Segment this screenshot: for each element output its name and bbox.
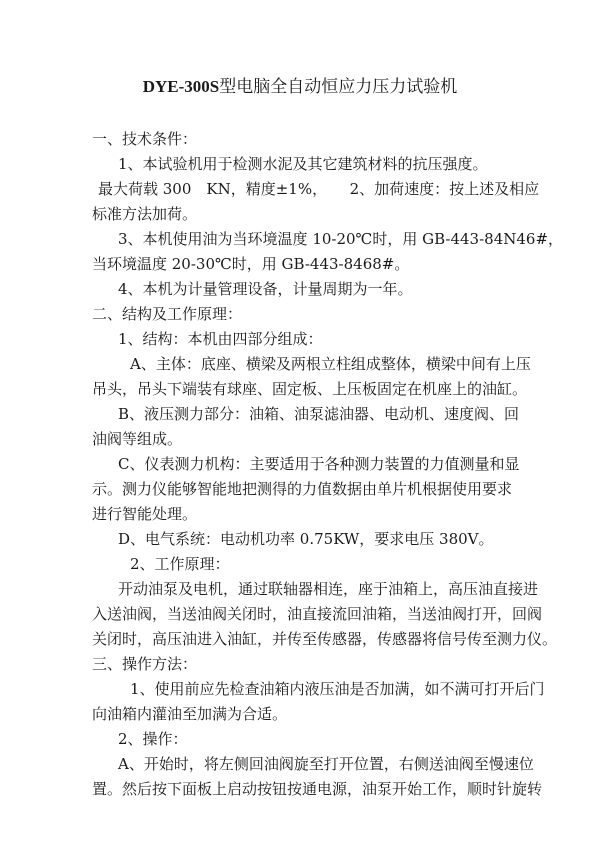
paragraph-line: 置。然后按下面板上启动按钮按通电源，油泵开始工作，顺时针旋转 [92, 780, 543, 798]
title-model: DYE-300S [142, 77, 220, 96]
section-heading-1: 一、技术条件： [92, 130, 198, 148]
paragraph-line: 开动油泵及电机，通过联轴器相连，座于油箱上，高压油直接进 [118, 580, 539, 598]
paragraph-line: 示。测力仪能够智能地把测得的力值数据由单片机根据使用要求 [92, 480, 513, 498]
paragraph-line: 向油箱内灌油至加满为合适。 [92, 705, 288, 723]
section-heading-3: 三、操作方法： [92, 655, 198, 673]
paragraph-line: 1、本试验机用于检测水泥及其它建筑材料的抗压强度。 [118, 155, 488, 173]
document-title [0, 76, 600, 98]
paragraph-line: 进行智能处理。 [92, 505, 198, 523]
paragraph-line: B、液压测力部分：油箱、油泵滤油器、电动机、速度阀、回 [118, 405, 520, 423]
paragraph-line: C、仪表测力机构：主要适用于各种测力装置的力值测量和显 [118, 455, 520, 473]
paragraph-line: D、电气系统：电动机功率 0.75KW，要求电压 380V。 [118, 530, 494, 548]
paragraph-line: A、主体：底座、横梁及两根立柱组成整体，横梁中间有上压 [130, 355, 531, 373]
paragraph-line: 关闭时，高压油进入油缸，并传至传感器，传感器将信号传至测力仪。 [92, 630, 558, 648]
paragraph-line: A、开始时，将左侧回油阀旋至打开位置，右侧送油阀至慢速位 [118, 755, 534, 773]
paragraph-line: 1、使用前应先检查油箱内液压油是否加满，如不满可打开后门 [130, 680, 545, 698]
paragraph-line: 最大荷载 300 KN，精度±1%， 2、加荷速度：按上述及相应 [98, 180, 540, 198]
paragraph-line: 4、本机为计量管理设备，计量周期为一年。 [118, 280, 413, 298]
paragraph-line: 3、本机使用油为当环境温度 10-20℃时，用 GB-443-84N46#， [118, 230, 564, 248]
paragraph-line: 2、操作： [118, 730, 188, 748]
paragraph-line: 当环境温度 20-30℃时，用 GB-443-8468#。 [92, 255, 410, 273]
section-heading-2: 二、结构及工作原理： [92, 305, 243, 323]
title-text: 型电脑全自动恒应力压力试验机 [219, 77, 458, 97]
paragraph-line: 入送油阀，当送油阀关闭时，油直接流回油箱，当送油阀打开，回阀 [92, 605, 543, 623]
paragraph-line: 标准方法加荷。 [92, 205, 198, 223]
paragraph-line: 1、结构：本机由四部分组成： [118, 330, 323, 348]
paragraph-line: 油阀等组成。 [92, 430, 183, 448]
paragraph-line: 吊头，吊头下端装有球座、固定板、上压板固定在机座上的油缸。 [92, 380, 528, 398]
paragraph-line: 2、工作原理： [130, 555, 230, 573]
